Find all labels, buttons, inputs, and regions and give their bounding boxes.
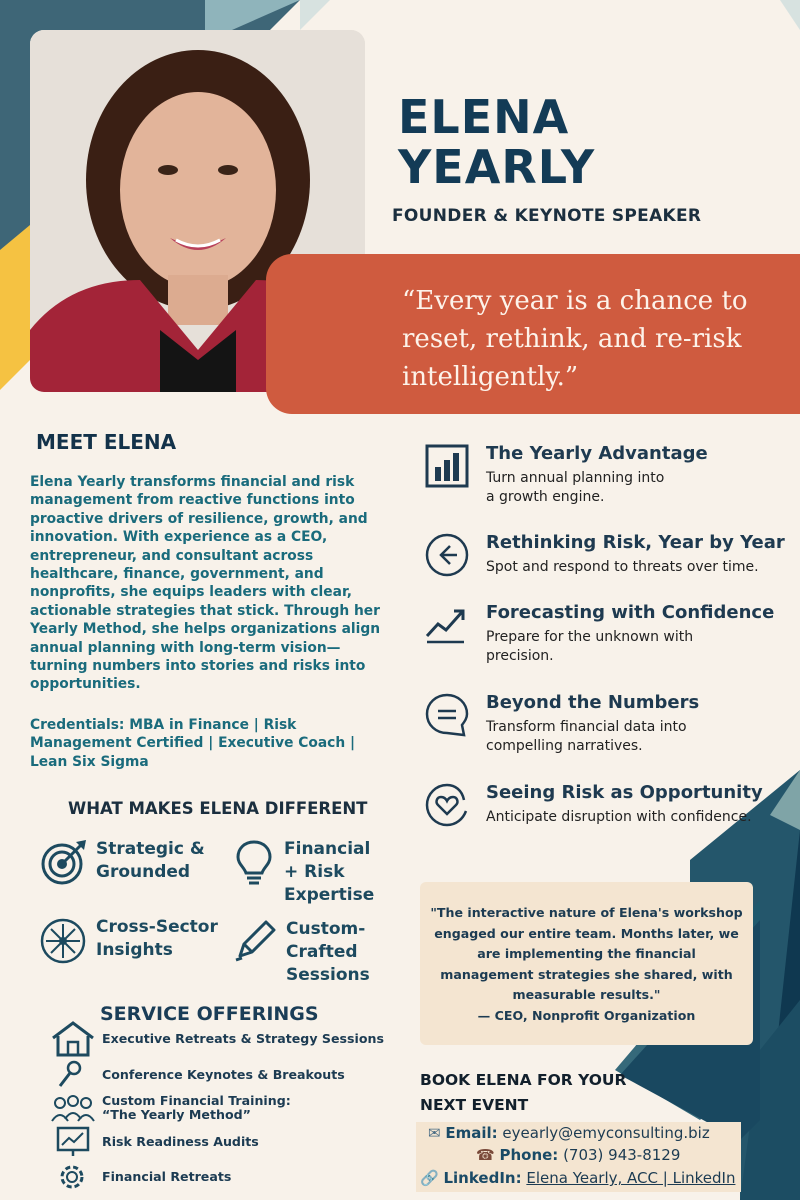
different-item <box>40 838 205 886</box>
chart-board-icon <box>50 1126 96 1158</box>
service-label: Financial Retreats <box>102 1169 232 1184</box>
linkedin-line[interactable] <box>420 1169 735 1187</box>
different-heading: WHAT MAKES ELENA DIFFERENT <box>68 799 368 818</box>
different-item <box>234 838 374 907</box>
linkedin-label: LinkedIn: <box>443 1169 522 1187</box>
email-value[interactable]: eyearly@emyconsulting.biz <box>502 1124 710 1142</box>
different-label: Strategic & Grounded <box>96 839 205 882</box>
feature-desc: Anticipate disruption with confidence. <box>486 809 752 825</box>
lightbulb-icon <box>234 838 274 886</box>
different-item <box>232 918 370 987</box>
booking-heading: BOOK ELENA FOR YOUR NEXT EVENT <box>420 1071 627 1114</box>
bio-text: Elena Yearly transforms financial and risk management from reactive functions into proactive drivers of resilience, growth, and innovation. With experience as a CEO, entrepreneur, and consultant across healthcare, finance, government, and nonprofits, she equips leaders with clear, actionable strategies that stick. Through her Yearly Method, she helps organizations align annual planning with long-term vision—turning numbers into stories and risks into opportunities. <box>30 474 381 693</box>
service-item <box>50 1020 384 1058</box>
feature-item <box>424 443 708 507</box>
feature-desc: Transform financial data into compelling narratives. <box>486 719 687 754</box>
phone-icon: ☎ <box>476 1146 495 1164</box>
feature-desc: Spot and respond to threats over time. <box>486 559 759 575</box>
chat-bubble-icon <box>424 692 470 738</box>
feature-title: The Yearly Advantage <box>486 443 708 464</box>
feature-item <box>424 692 699 756</box>
speaker-name <box>398 92 595 192</box>
service-item <box>50 1093 291 1123</box>
speaker-first-name: ELENA <box>398 90 570 144</box>
credentials-text: Credentials: MBA in Finance | Risk Management Certified | Executive Coach | Lean Six Sigma <box>30 717 355 770</box>
email-line[interactable] <box>428 1124 710 1142</box>
heart-check-icon <box>424 782 470 828</box>
envelope-icon: ✉ <box>428 1124 441 1142</box>
different-label: Cross-Sector Insights <box>96 917 218 960</box>
feature-desc: Prepare for the unknown with precision. <box>486 629 694 664</box>
service-label: Executive Retreats & Strategy Sessions <box>102 1031 384 1046</box>
group-icon <box>50 1093 96 1123</box>
network-icon <box>38 916 88 966</box>
different-label: Custom- Crafted Sessions <box>286 919 370 985</box>
target-icon <box>40 838 88 886</box>
gear-icon <box>50 1161 96 1193</box>
microphone-icon <box>50 1060 96 1090</box>
house-icon <box>50 1020 96 1058</box>
phone-line[interactable] <box>476 1146 680 1164</box>
email-label: Email: <box>445 1124 498 1142</box>
service-label: Conference Keynotes & Breakouts <box>102 1067 345 1082</box>
feature-desc: Turn annual planning into a growth engine. <box>486 470 665 505</box>
bar-chart-icon <box>424 443 470 489</box>
service-item <box>50 1161 231 1193</box>
service-item <box>50 1126 259 1158</box>
trend-up-icon <box>424 602 470 648</box>
feature-title: Seeing Risk as Opportunity <box>486 782 763 803</box>
speaker-role: FOUNDER & KEYNOTE SPEAKER <box>392 206 702 226</box>
different-item <box>38 916 218 966</box>
link-icon: 🔗 <box>420 1169 439 1187</box>
phone-value[interactable]: (703) 943-8129 <box>563 1146 681 1164</box>
testimonial-text: "The interactive nature of Elena's workshop engaged our entire team. Months later, we are implementing the financial management strategies she shared, with measurable results." — CEO, Nonprofit Organization <box>430 905 743 1023</box>
quote-text: “Every year is a chance to reset, rethink, and re-risk intelligently.” <box>402 286 748 392</box>
meet-heading: MEET ELENA <box>36 430 177 454</box>
feature-item <box>424 532 785 578</box>
feature-item <box>424 602 774 666</box>
service-item <box>50 1060 345 1090</box>
feature-item <box>424 782 763 828</box>
service-label: Risk Readiness Audits <box>102 1134 259 1149</box>
feature-title: Beyond the Numbers <box>486 692 700 713</box>
different-label: Financial + Risk Expertise <box>284 839 375 905</box>
feature-title: Rethinking Risk, Year by Year <box>486 532 785 553</box>
linkedin-link[interactable]: Elena Yearly, ACC | LinkedIn <box>526 1169 736 1187</box>
back-arrow-icon <box>424 532 470 578</box>
feature-title: Forecasting with Confidence <box>486 602 775 623</box>
services-heading: SERVICE OFFERINGS <box>100 1003 319 1025</box>
pencil-icon <box>232 918 278 964</box>
speaker-last-name: YEARLY <box>398 140 596 194</box>
phone-label: Phone: <box>499 1146 559 1164</box>
service-label: Custom Financial Training: “The Yearly Method” <box>102 1093 291 1122</box>
